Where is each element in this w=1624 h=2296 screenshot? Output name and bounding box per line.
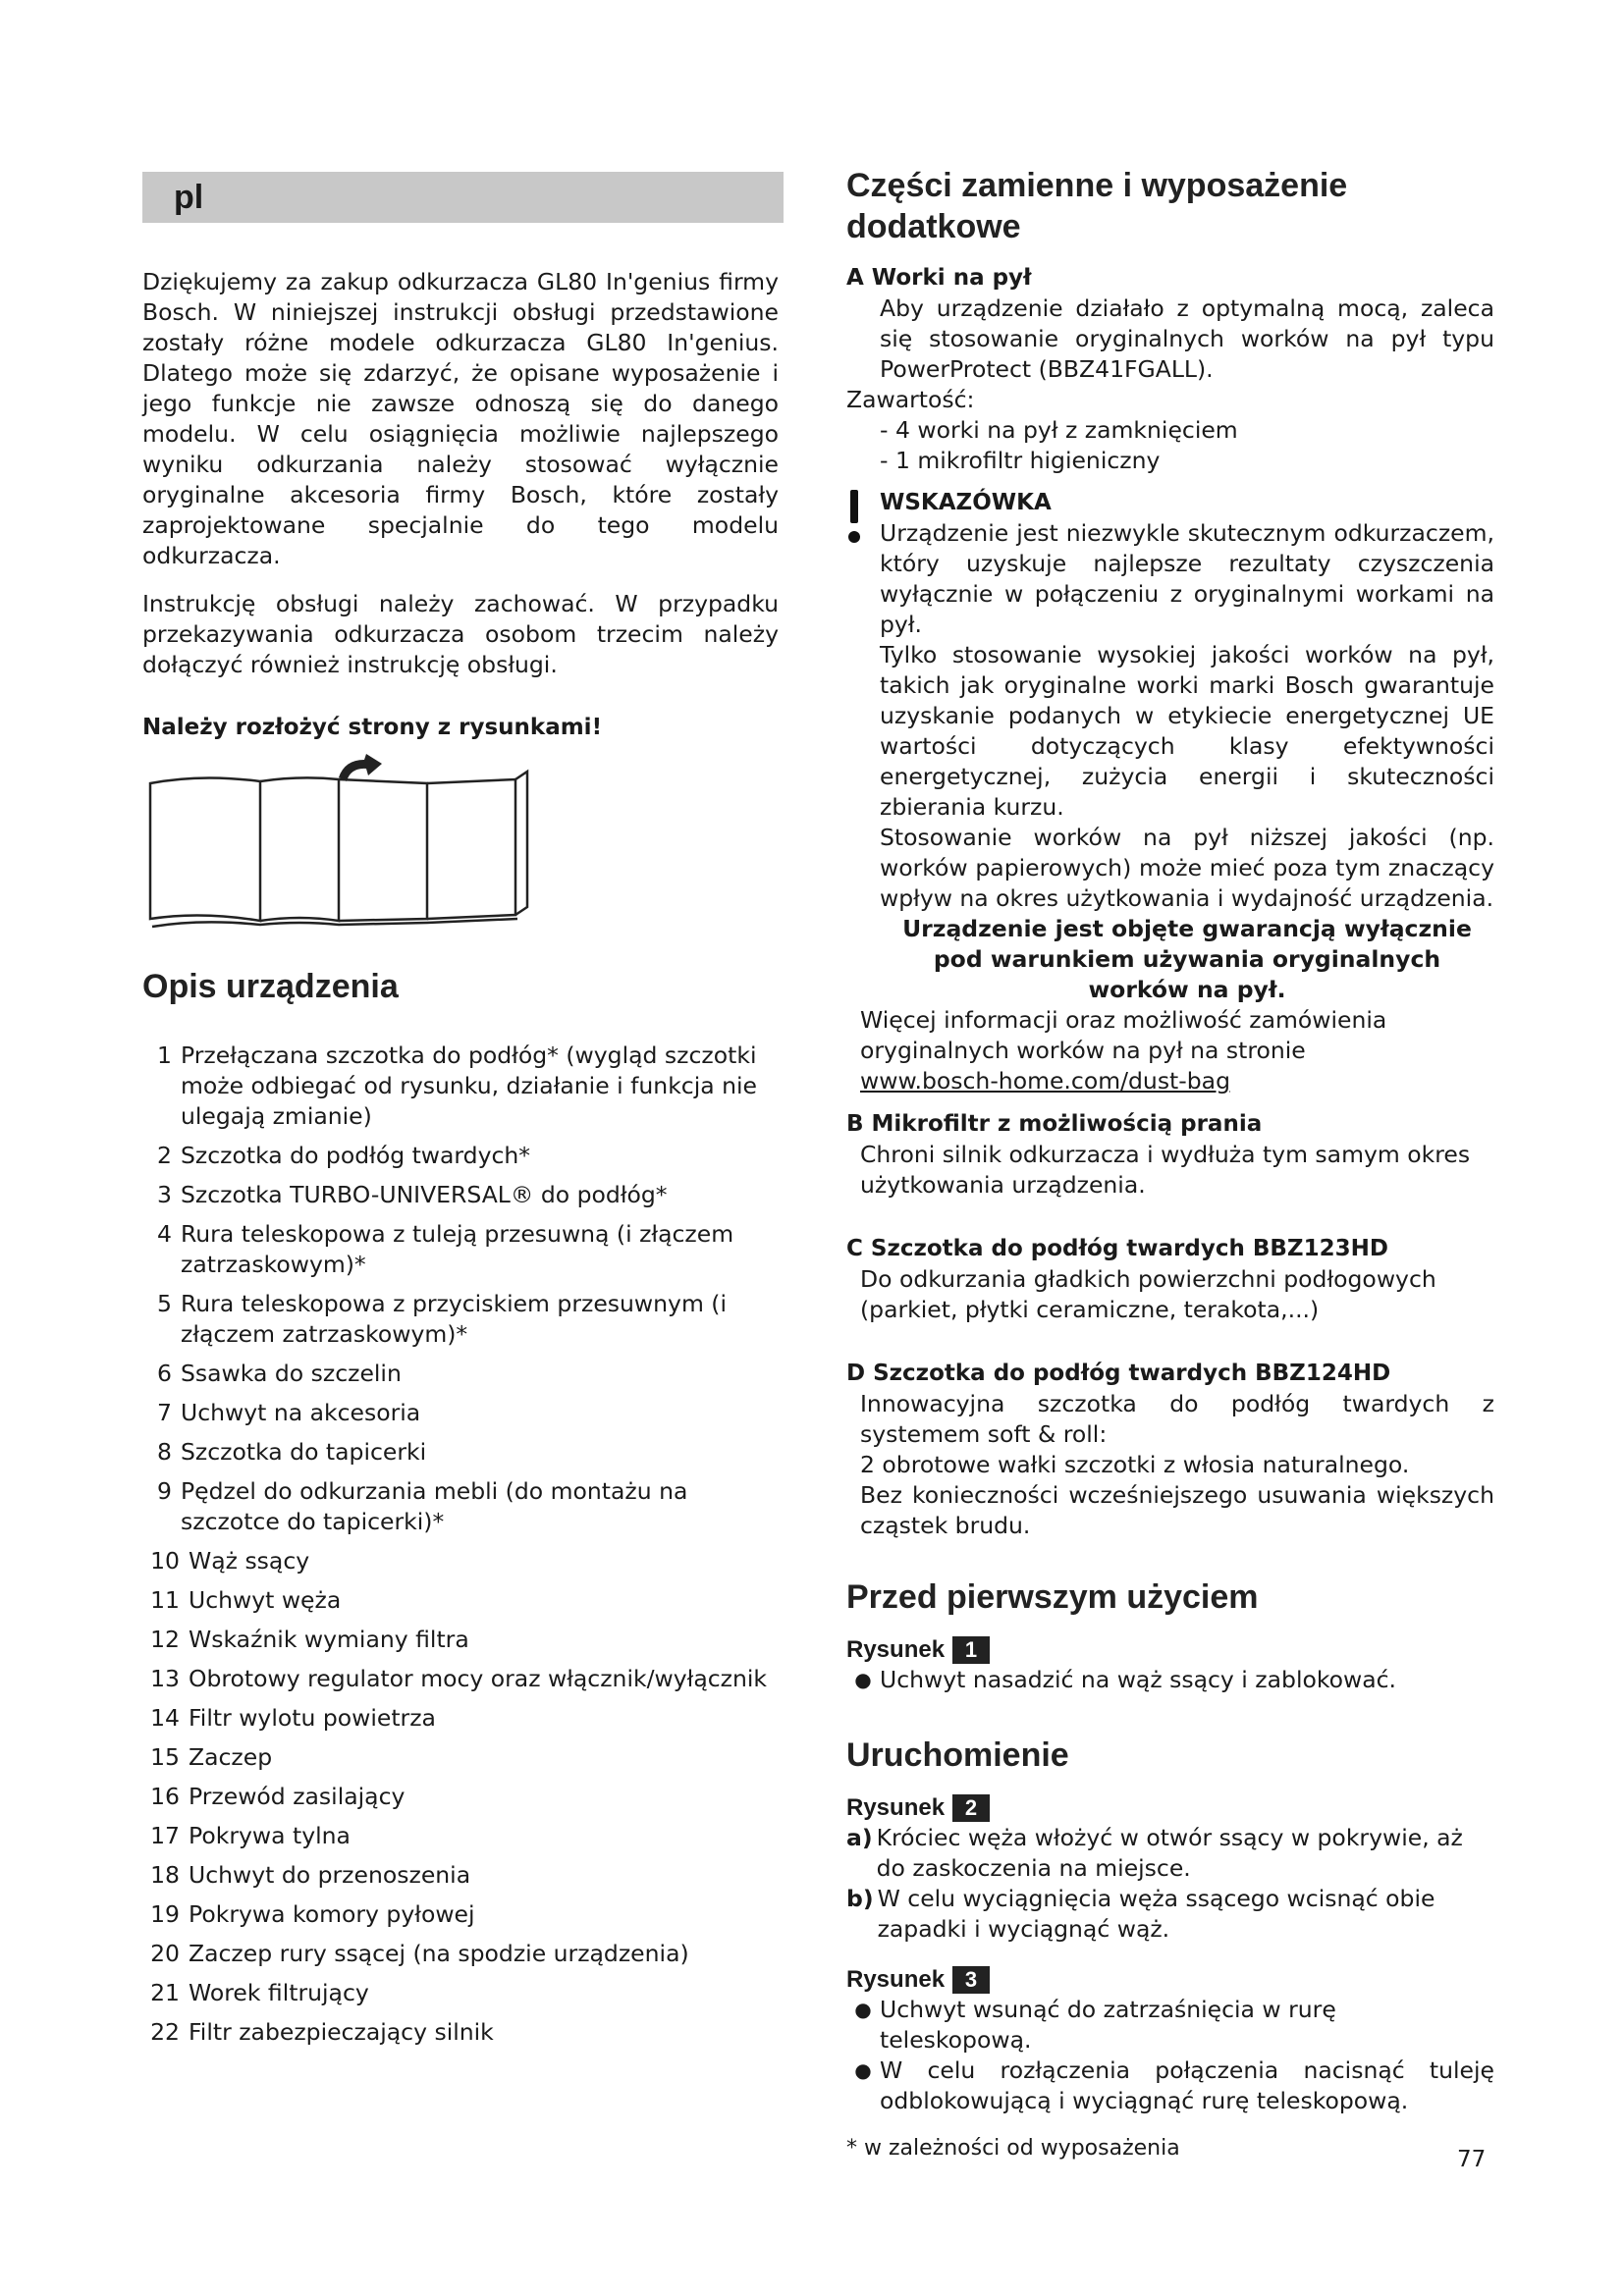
section-d-title: D Szczotka do podłóg twardych BBZ124HD bbox=[846, 1361, 1391, 1386]
part-number: 5 bbox=[157, 1290, 172, 1317]
warning-paragraph-4: Więcej informacji oraz możliwość zamówienia oryginalnych worków na pył na stronie bbox=[860, 1006, 1387, 1064]
part-name: Ssawka do szczelin bbox=[181, 1360, 402, 1387]
warning-paragraph-3: Stosowanie worków na pył niższej jakości (np. worków papierowych) może mieć poza tym znaczący wpływ na okres użytkowania i wydajność urządzenia. bbox=[880, 824, 1494, 912]
section-a-text: Aby urządzenie działało z optymalną mocą, zaleca się stosowanie oryginalnych worków na pył typu PowerProtect (BBZ41FGALL). bbox=[880, 294, 1494, 383]
part-number: 6 bbox=[157, 1360, 172, 1387]
part-name: Szczotka TURBO-UNIVERSAL® do podłóg* bbox=[181, 1181, 668, 1208]
figure-1-number: 1 bbox=[952, 1636, 990, 1664]
section-c bbox=[846, 1234, 1494, 1325]
part-name: Filtr wylotu powietrza bbox=[189, 1704, 436, 1732]
section-a-content-item: - 4 worki na pył z zamknięciem bbox=[880, 416, 1238, 444]
part-number: 1 bbox=[157, 1041, 172, 1069]
part-name: Przewód zasilający bbox=[189, 1783, 406, 1810]
part-number: 2 bbox=[157, 1142, 172, 1169]
part-name: Worek filtrujący bbox=[189, 1979, 369, 2006]
section-a-content-item: - 1 mikrofiltr higieniczny bbox=[880, 447, 1161, 474]
part-name: Uchwyt na akcesoria bbox=[181, 1399, 421, 1426]
language-code: pl bbox=[174, 179, 204, 216]
part-list-item bbox=[142, 2017, 771, 2048]
part-list-item bbox=[142, 1782, 771, 1812]
part-list-item bbox=[142, 1041, 771, 1132]
part-number: 7 bbox=[157, 1399, 172, 1426]
part-list-item bbox=[142, 1978, 771, 2008]
part-name: Filtr zabezpieczający silnik bbox=[189, 2018, 494, 2046]
przed-bullet: ● Uchwyt nasadzić na wąż ssący i zablokować. bbox=[846, 1665, 1494, 1695]
part-name: Zaczep bbox=[189, 1743, 273, 1771]
section-c-text: Do odkurzania gładkich powierzchni podłogowych (parkiet, płytki ceramiczne, terakota,...) bbox=[860, 1265, 1436, 1323]
part-list-item bbox=[142, 1860, 771, 1891]
section-d bbox=[846, 1359, 1494, 1541]
section-a-contents-label: Zawartość: bbox=[846, 386, 975, 413]
part-number: 22 bbox=[150, 2018, 180, 2046]
language-header bbox=[142, 172, 784, 223]
part-name: Rura teleskopowa z tuleją przesuwną (i złączem zatrzaskowym)* bbox=[181, 1220, 734, 1278]
unfold-note: Należy rozłożyć strony z rysunkami! bbox=[142, 715, 603, 740]
section-c-title: C Szczotka do podłóg twardych BBZ123HD bbox=[846, 1236, 1388, 1261]
part-list-item bbox=[142, 1703, 771, 1734]
part-name: Obrotowy regulator mocy oraz włącznik/wyłącznik bbox=[189, 1665, 768, 1692]
warning-paragraph-2: Tylko stosowanie wysokiej jakości worków na pył, takich jak oryginalne worki marki Bosch gwarantuje uzyskanie podanych w etykiecie energetycznej UE wartości dotyczących klasy efektywności energetycznej, zużycia energii i skuteczności zbierania kurzu. bbox=[880, 641, 1494, 821]
part-list-item bbox=[142, 1939, 771, 1969]
page-number: 77 bbox=[1457, 2147, 1487, 2172]
part-list-item bbox=[142, 1180, 771, 1210]
part-name: Wskaźnik wymiany filtra bbox=[189, 1626, 469, 1653]
part-name: Szczotka do tapicerki bbox=[181, 1438, 427, 1466]
figure-2-label: Rysunek 2 bbox=[846, 1792, 990, 1823]
figure-3-label: Rysunek 3 bbox=[846, 1964, 990, 1995]
part-list-item bbox=[142, 1899, 771, 1930]
section-title-przed: Przed pierwszym użyciem bbox=[846, 1578, 1259, 1616]
part-list-item bbox=[142, 1359, 771, 1389]
dust-bag-link[interactable]: www.bosch-home.com/dust-bag bbox=[860, 1067, 1230, 1095]
section-title-uruchomienie: Uruchomienie bbox=[846, 1736, 1069, 1774]
part-name: Wąż ssący bbox=[189, 1547, 310, 1575]
footnote: * w zależności od wyposażenia bbox=[846, 2136, 1180, 2161]
warning-guarantee: Urządzenie jest objęte gwarancją wyłącznie pod warunkiem używania oryginalnych worków na pył. bbox=[902, 915, 1472, 1003]
part-number: 17 bbox=[150, 1822, 180, 1849]
part-number: 20 bbox=[150, 1940, 180, 1967]
part-number: 9 bbox=[157, 1477, 172, 1505]
part-list-item bbox=[142, 1141, 771, 1171]
warning-box bbox=[846, 488, 1494, 1096]
part-name: Uchwyt do przenoszenia bbox=[189, 1861, 471, 1889]
part-list-item bbox=[142, 1398, 771, 1428]
part-name: Szczotka do podłóg twardych* bbox=[181, 1142, 531, 1169]
bullet-icon: ● bbox=[854, 1668, 872, 1691]
part-name: Przełączana szczotka do podłóg* (wygląd szczotki może odbiegać od rysunku, działanie i funkcja nie ulegają zmianie) bbox=[181, 1041, 758, 1130]
part-number: 18 bbox=[150, 1861, 180, 1889]
section-a bbox=[846, 263, 1494, 476]
part-list-item bbox=[142, 1742, 771, 1773]
uruch-bullet-2: ● W celu rozłączenia połączenia nacisnąć tuleję odblokowującą i wyciągnąć rurę teleskopową. bbox=[846, 2056, 1494, 2116]
figure-1-label: Rysunek 1 bbox=[846, 1634, 990, 1665]
figure-3-number: 3 bbox=[952, 1966, 990, 1994]
uruch-bullet-1: ● Uchwyt wsunąć do zatrzaśnięcia w rurę teleskopową. bbox=[846, 1995, 1494, 2056]
warning-paragraph-1: Urządzenie jest niezwykle skutecznym odkurzaczem, który uzyskuje najlepsze rezultaty czyszczenia wyłącznie w połączeniu z oryginalnymi workami na pył. bbox=[880, 519, 1494, 638]
part-name: Pokrywa tylna bbox=[189, 1822, 351, 1849]
part-list-item bbox=[142, 1476, 771, 1537]
section-b-title: B Mikrofiltr z możliwością prania bbox=[846, 1111, 1263, 1137]
section-a-title: A Worki na pył bbox=[846, 265, 1032, 291]
part-name: Pędzel do odkurzania mebli (do montażu na szczotce do tapicerki)* bbox=[181, 1477, 688, 1535]
section-b bbox=[846, 1109, 1494, 1201]
part-name: Uchwyt węża bbox=[189, 1586, 342, 1614]
part-number: 15 bbox=[150, 1743, 180, 1771]
part-number: 3 bbox=[157, 1181, 172, 1208]
step-a: a) Króciec węża włożyć w otwór ssący w pokrywie, aż do zaskoczenia na miejsce. bbox=[846, 1824, 1463, 1882]
figure-2-number: 2 bbox=[952, 1794, 990, 1822]
section-przed bbox=[846, 1577, 1494, 1695]
parts-list bbox=[142, 1041, 771, 2056]
part-name: Zaczep rury ssącej (na spodzie urządzenia) bbox=[189, 1940, 689, 1967]
part-number: 8 bbox=[157, 1438, 172, 1466]
section-d-text-1: Innowacyjna szczotka do podłóg twardych z systemem soft & roll: bbox=[860, 1390, 1494, 1448]
part-list-item bbox=[142, 1585, 771, 1616]
part-number: 16 bbox=[150, 1783, 180, 1810]
warning-title: WSKAZÓWKA bbox=[880, 490, 1052, 515]
part-name: Pokrywa komory pyłowej bbox=[189, 1900, 475, 1928]
section-title-czesci: Części zamienne i wyposażenie dodatkowe bbox=[846, 167, 1348, 245]
part-number: 4 bbox=[157, 1220, 172, 1248]
part-name: Rura teleskopowa z przyciskiem przesuwnym (i złączem zatrzaskowym)* bbox=[181, 1290, 728, 1348]
section-d-text-2: 2 obrotowe wałki szczotki z włosia naturalnego. bbox=[860, 1451, 1410, 1478]
part-list-item bbox=[142, 1821, 771, 1851]
part-list-item bbox=[142, 1219, 771, 1280]
part-list-item bbox=[142, 1664, 771, 1694]
part-number: 13 bbox=[150, 1665, 180, 1692]
bullet-icon: ● bbox=[854, 1998, 872, 2021]
part-list-item bbox=[142, 1625, 771, 1655]
part-list-item bbox=[142, 1289, 771, 1350]
part-number: 12 bbox=[150, 1626, 180, 1653]
section-uruchomienie bbox=[846, 1735, 1494, 2116]
section-title-opis: Opis urządzenia bbox=[142, 968, 399, 1005]
unfold-pages-illustration bbox=[142, 754, 555, 931]
part-number: 11 bbox=[150, 1586, 180, 1614]
unfold-arrow-icon bbox=[339, 754, 382, 781]
section-d-text-3: Bez konieczności wcześniejszego usuwania większych cząstek brudu. bbox=[860, 1481, 1494, 1539]
part-number: 10 bbox=[150, 1547, 180, 1575]
section-b-text: Chroni silnik odkurzacza i wydłuża tym samym okres użytkowania urządzenia. bbox=[860, 1141, 1471, 1199]
intro-paragraph: Dziękujemy za zakup odkurzacza GL80 In'genius firmy Bosch. W niniejszej instrukcji obsługi przedstawione zostały różne modele odkurzacza GL80 In'genius. Dlatego może się zdarzyć, że opisane wyposażenie i jego funkcje nie zawsze odnoszą się do danego modelu. W celu osiągnięcia możliwie najlepszego wyniku odkurzania należy stosować wyłącznie oryginalne akcesoria firmy Bosch, które zostały zaprojektowane specjalnie do tego modelu odkurzacza. bbox=[142, 268, 779, 569]
step-b: b) W celu wyciągnięcia węża ssącego wcisnąć obie zapadki i wyciągnąć wąż. bbox=[846, 1885, 1435, 1943]
part-number: 14 bbox=[150, 1704, 180, 1732]
part-list-item bbox=[142, 1546, 771, 1576]
part-list-item bbox=[142, 1437, 771, 1468]
part-number: 21 bbox=[150, 1979, 180, 2006]
keep-manual-paragraph: Instrukcję obsługi należy zachować. W przypadku przekazywania odkurzacza osobom trzecim należy dołączyć również instrukcję obsługi. bbox=[142, 590, 779, 678]
bullet-icon: ● bbox=[854, 2058, 872, 2082]
part-number: 19 bbox=[150, 1900, 180, 1928]
